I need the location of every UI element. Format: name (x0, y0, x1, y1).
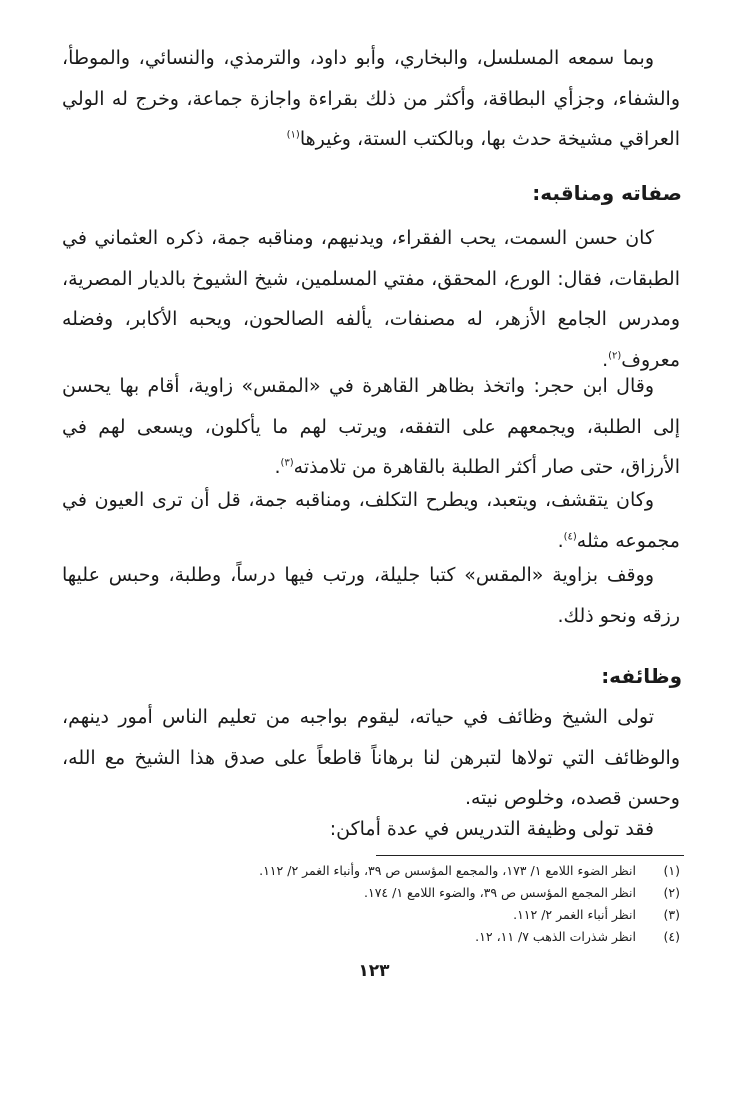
footnote-divider (376, 855, 684, 856)
footnote-ref-3: (٣) (280, 457, 294, 469)
footnote-ref-2: (٢) (608, 350, 622, 362)
footnote-text: انظر المجمع المؤسس ص ٣٩، والضوء اللامع ١/ ١٧٤. (364, 885, 636, 900)
footnote-3 (60, 904, 680, 926)
heading-positions: وظائفه: (601, 664, 682, 688)
footnote-number: (٣) (663, 907, 680, 922)
heading-qualities: صفاته ومناقبه: (532, 181, 682, 205)
paragraph-text: وقال ابن حجر: واتخذ بظاهر القاهرة في «المقس» زاوية، أقام بها يحسن إلى الطلبة، ويجمعهم على التفقه، ويرتب لهم ما يأكلون، ويسعى لهم في الأرزاق، حتى صار أكثر الطلبة بالقاهرة من تلامذته (62, 375, 680, 478)
page-number: ١٢٣ (358, 961, 390, 981)
paragraph-endowment: ووقف بزاوية «المقس» كتبا جليلة، ورتب فيها درساً، وطلبة، وحبس عليها رزقه ونحو ذلك. (62, 564, 680, 627)
paragraph-asceticism (62, 480, 680, 561)
footnote-number: (٢) (663, 885, 680, 900)
footnote-number: (١) (663, 863, 680, 878)
paragraph-text: وكان يتقشف، ويتعبد، ويطرح التكلف، ومناقبه جمة، قل أن ترى العيون في مجموعه مثله (62, 489, 680, 552)
paragraph-end-mark: . (274, 456, 281, 478)
paragraph-positions: تولى الشيخ وظائف في حياته، ليقوم بواجبه من تعليم الناس أمور دينهم، والوظائف التي تولاها لتبرهن لنا برهاناً قاطعاً على صدق هذا الشيخ مع الله، وحسن قصده، وخلوص نيته. (62, 706, 680, 809)
paragraph-text: وبما سمعه المسلسل، والبخاري، وأبو داود، والترمذي، والنسائي، والموطأ، والشفاء، وجزأي البطاقة، وأكثر من ذلك بقراءة واجازة جماعة، وخرج له الولي العراقي مشيخة حدث بها، وبالكتب الستة، وغيرها (62, 47, 680, 150)
footnote-ref-4: (٤) (563, 531, 577, 543)
footnote-number: (٤) (663, 929, 680, 944)
footnote-1 (60, 860, 680, 882)
footnotes (60, 860, 680, 948)
footnote-text: انظر الضوء اللامع ١/ ١٧٣، والمجمع المؤسس ص ٣٩، وأنباء الغمر ٢/ ١١٢. (259, 863, 636, 878)
paragraph-heard-books (62, 38, 680, 160)
footnote-4 (60, 926, 680, 948)
paragraph-end-mark: . (602, 348, 609, 371)
footnote-2 (60, 882, 680, 904)
paragraph-ibn-hajar (62, 366, 680, 488)
paragraph-text: كان حسن السمت، يحب الفقراء، ويدنيهم، ومناقبه جمة، ذكره العثماني في الطبقات، فقال: الورع، المحقق، مفتي المسلمين، شيخ الشيوخ بالديار المصرية، ومدرس الجامع الأزهر، له مصنفات، يألفه الصالحون، ويحبه الأكابر، وفضله معروف (62, 227, 680, 371)
footnote-text: انظر أنباء الغمر ٢/ ١١٢. (513, 907, 636, 922)
paragraph-qualities (62, 218, 680, 380)
footnote-ref-1: (١) (286, 129, 300, 141)
paragraph-teaching-intro: فقد تولى وظيفة التدريس في عدة أماكن: (329, 818, 654, 840)
footnote-text: انظر شذرات الذهب ٧/ ١١، ١٢. (475, 929, 636, 944)
paragraph-end-mark: . (557, 529, 564, 552)
